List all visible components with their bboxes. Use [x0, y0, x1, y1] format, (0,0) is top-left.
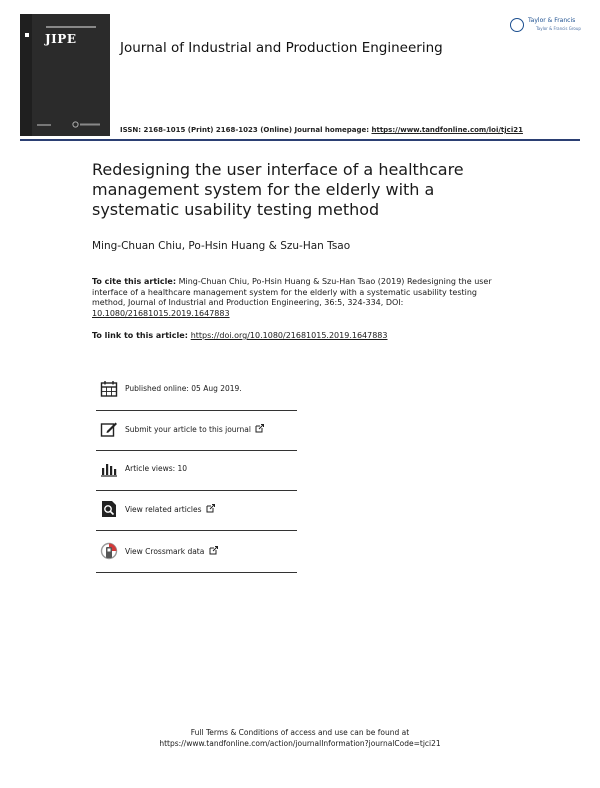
related-articles-label: View related articles — [125, 505, 202, 514]
cover-journal-abbrev: JIPE — [45, 32, 77, 46]
related-articles-icon — [100, 500, 118, 518]
terms-footer-line: Full Terms & Conditions of access and use can be found at — [190, 728, 410, 737]
info-row-divider — [96, 530, 297, 531]
journal-title: Journal of Industrial and Production Engineering — [120, 40, 443, 56]
info-row-crossmark[interactable] — [96, 536, 297, 573]
crossmark-icon — [100, 542, 118, 560]
external-link-icon — [206, 504, 215, 513]
citation-doi-link[interactable]: 10.1080/21681015.2019.1647883 — [92, 308, 230, 318]
cover-publisher-logo-icon — [72, 121, 102, 128]
crossmark-label: View Crossmark data — [125, 547, 205, 556]
journal-homepage-link[interactable]: https://www.tandfonline.com/loi/tjci21 — [371, 126, 523, 134]
published-date-text: Published online: 05 Aug 2019. — [125, 384, 242, 393]
related-articles-link[interactable] — [125, 504, 215, 514]
bar-chart-icon — [100, 460, 118, 478]
submit-article-link[interactable] — [125, 424, 264, 434]
crossmark-link[interactable] — [125, 546, 218, 556]
article-doi-link[interactable]: https://doi.org/10.1080/21681015.2019.1647883 — [190, 331, 388, 340]
article-authors: Ming-Chuan Chiu, Po-Hsin Huang & Szu-Han Tsao — [92, 240, 351, 252]
article-views-text: Article views: 10 — [125, 464, 188, 473]
cover-mark — [25, 33, 29, 37]
calendar-icon — [100, 380, 118, 398]
info-row-published — [96, 374, 297, 411]
article-link-line — [92, 331, 388, 340]
cover-tiny-text — [46, 26, 96, 28]
info-row-related[interactable] — [96, 494, 297, 531]
info-row-divider — [96, 410, 297, 411]
edit-icon — [100, 420, 118, 438]
issn-text: ISSN: 2168-1015 (Print) 2168-1023 (Online) Journal homepage: — [120, 126, 372, 134]
citation-text: Ming-Chuan Chiu, Po-Hsin Huang & Szu-Han Tsao (2019) Redesigning the user interface of a healthcare management system for the elderly with a systematic usability testing method, Journal of Industrial and Production Engineering, 36:5, 324-334, DOI: — [92, 277, 492, 307]
info-row-views — [96, 454, 297, 491]
publisher-logo-icon — [510, 18, 524, 32]
citation-block — [92, 277, 512, 319]
external-link-icon — [209, 546, 218, 555]
terms-footer-link[interactable]: https://www.tandfonline.com/action/journalInformation?journalCode=tjci21 — [159, 739, 441, 748]
citation-label: To cite this article: — [92, 277, 177, 286]
info-row-submit[interactable] — [96, 414, 297, 451]
external-link-icon — [255, 424, 264, 433]
cover-footer-mark — [37, 124, 51, 126]
issn-line — [120, 126, 523, 134]
publisher-logo-name: Taylor & Francis — [528, 17, 576, 24]
info-row-divider — [96, 572, 297, 573]
publisher-logo-sub: Taylor & Francis Group — [536, 26, 581, 31]
terms-footer — [0, 727, 600, 749]
article-title: Redesigning the user interface of a healthcare management system for the elderly with a systematic usability testing method — [92, 160, 464, 219]
info-row-divider — [96, 450, 297, 451]
publisher-logo — [510, 15, 580, 37]
article-link-label: To link to this article: — [92, 331, 191, 340]
header-divider — [20, 139, 580, 141]
submit-article-label: Submit your article to this journal — [125, 425, 251, 434]
info-row-divider — [96, 490, 297, 491]
